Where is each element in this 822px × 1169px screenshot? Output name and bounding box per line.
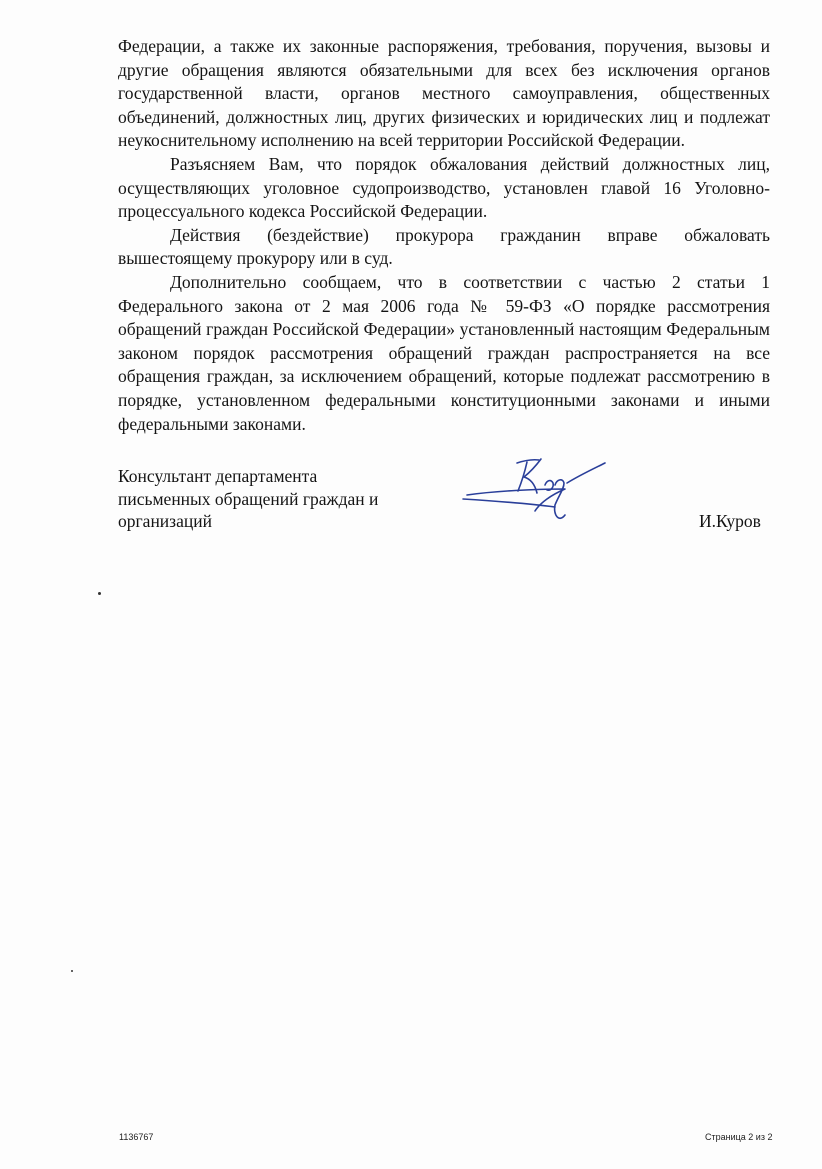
scan-artifact (98, 592, 101, 595)
paragraph-federal-law: Дополнительно сообщаем, что в соответствии с частью 2 статьи 1 Федерального закона от 2 мая 2006 года № 59-ФЗ «О порядке рассмотрения обращений граждан Российской Федерации» установленный настоящим Федеральным законом порядок рассмотрения обращений граждан распространяется на все обращения граждан, за исключением обращений, которые подлежат рассмотрению в порядке, установленном федеральными конституционными законами и иными федеральными законами. (118, 271, 770, 434)
page-number: Страница 2 из 2 (705, 1132, 773, 1142)
scan-artifact (71, 970, 73, 972)
position-line: Консультант департамента (118, 466, 318, 486)
signatory-position (118, 465, 418, 533)
position-line: организаций (118, 511, 212, 531)
position-line: письменных обращений граждан и (118, 488, 379, 509)
letter-body (118, 35, 770, 436)
paragraph-continuation: Федерации, а также их законные распоряжения, требования, поручения, вызовы и другие обращения являются обязательными для всех без исключения органов государственной власти, органов местного самоуправления, общественных объединений, должностных лиц, других физических и юридических лиц и подлежат неукоснительному исполнению на всей территории Российской Федерации. (118, 36, 770, 151)
paragraph-appeal-procedure: Разъясняем Вам, что порядок обжалования действий должностных лиц, осуществляющих уголовное судопроизводство, установлен главой 16 Уголовно-процессуального кодекса Российской Федерации. (118, 153, 770, 222)
paragraph-prosecutor-actions: Действия (бездействие) прокурора гражданин вправе обжаловать вышестоящему прокурору или в суд. (118, 224, 770, 269)
signer-name: И.Куров (699, 511, 761, 531)
handwritten-signature (455, 445, 615, 535)
document-number: 1136767 (119, 1132, 154, 1142)
